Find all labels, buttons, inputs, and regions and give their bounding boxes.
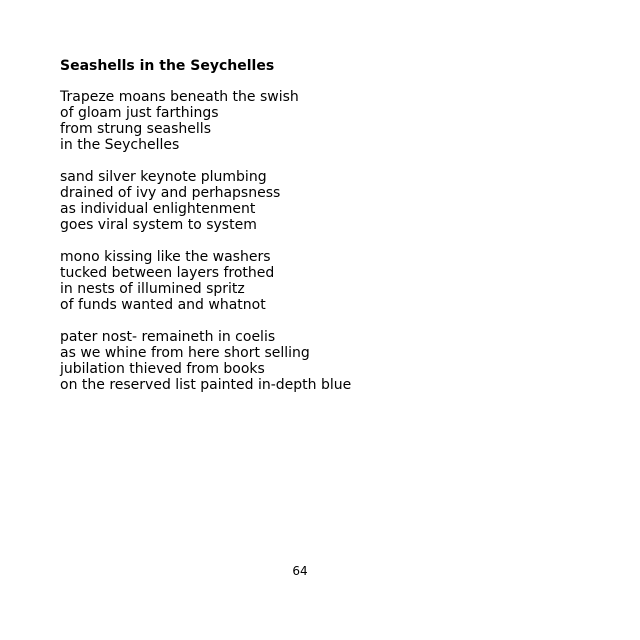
poem-line: in nests of illumined spritz xyxy=(60,281,245,297)
poem-line: as we whine from here short selling xyxy=(60,345,310,361)
poem-line: of funds wanted and whatnot xyxy=(60,297,266,313)
poem-line: of gloam just farthings xyxy=(60,105,219,121)
poem-body xyxy=(60,89,351,409)
poem-line: sand silver keynote plumbing xyxy=(60,169,267,185)
stanza-3 xyxy=(60,249,351,313)
poem-title: Seashells in the Seychelles xyxy=(60,58,275,74)
poem-line: mono kissing like the washers xyxy=(60,249,271,265)
poem-line: from strung seashells xyxy=(60,121,211,137)
poem-line: on the reserved list painted in-depth blue xyxy=(60,377,352,393)
stanza-4 xyxy=(60,329,351,393)
poem-line: as individual enlightenment xyxy=(60,201,256,217)
stanza-2 xyxy=(60,169,351,233)
poem-line: goes viral system to system xyxy=(60,217,257,233)
poem-line: drained of ivy and perhapsness xyxy=(60,185,281,201)
stanza-1 xyxy=(60,89,351,153)
poem-line: jubilation thieved from books xyxy=(60,361,265,377)
page-number: 64 xyxy=(292,564,308,578)
poem-line: pater nost- remaineth in coelis xyxy=(60,329,276,345)
poem-line: tucked between layers frothed xyxy=(60,265,275,281)
poem-line: Trapeze moans beneath the swish xyxy=(60,89,299,105)
poem-line: in the Seychelles xyxy=(60,137,180,153)
